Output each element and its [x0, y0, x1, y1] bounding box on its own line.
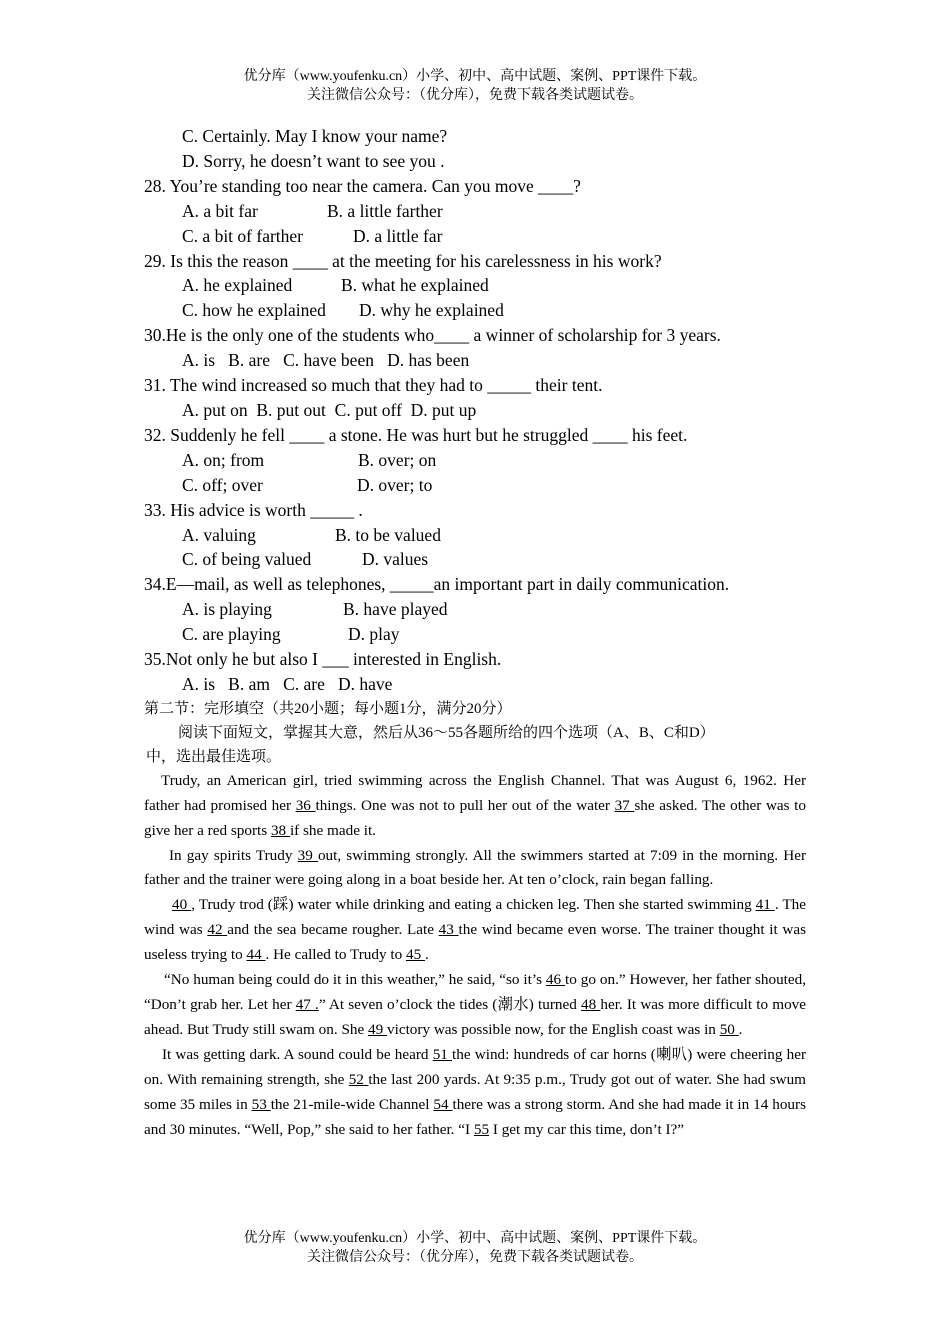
blank-43: 43	[438, 921, 459, 939]
passage-text: ” At seven o’clock the tides (潮水) turned	[318, 996, 581, 1013]
passage-text: the last 200 yards. At 9:35 p.m., Trudy got out of water. She had swum some 35 miles in	[144, 1070, 806, 1113]
q34-option-c: C. are playing	[182, 624, 281, 645]
passage-text: .	[424, 946, 429, 964]
q32-option-d: D. over; to	[357, 474, 433, 495]
page-header	[0, 67, 950, 105]
q32-option-b: B. over; on	[358, 449, 437, 470]
q29-option-d: D. why he explained	[359, 300, 504, 321]
blank-55: 55	[473, 1120, 490, 1138]
blank-52: 52	[348, 1070, 369, 1088]
blank-47: 47 .	[295, 996, 319, 1013]
blank-46: 46	[545, 971, 566, 989]
q33-options-ab	[144, 523, 806, 548]
q29-stem: 29. Is this the reason ____ at the meeting for his carelessness in his work?	[144, 250, 662, 271]
q33-option-d: D. values	[362, 549, 429, 570]
passage-text: the wind: hundreds of car horns (喇叭) were cheering her on. With remaining strength, she	[144, 1045, 807, 1088]
header-line-2: 关注微信公众号：（优分库），免费下载各类试题试卷。	[307, 88, 643, 103]
q34-options-ab	[144, 597, 806, 622]
passage-text: Trudy, an American girl, tried swimming across the English Channel. That was August 6, 1962. Her father had promised her	[144, 771, 806, 814]
blank-39: 39	[297, 846, 318, 864]
passage-text: the 21-mile-wide Channel	[270, 1095, 434, 1113]
passage-paragraph-2	[144, 844, 806, 894]
blank-53: 53	[251, 1095, 271, 1113]
blank-48: 48	[581, 996, 601, 1013]
q30-options: A. is B. are C. have been D. has been	[182, 350, 470, 371]
q32-option-a: A. on; from	[182, 449, 265, 470]
passage-text: . He called to Trudy to	[265, 946, 406, 964]
q28-option-c: C. a bit of farther	[182, 225, 303, 246]
q35-options: A. is B. am C. are D. have	[182, 673, 393, 694]
q33-option-b: B. to be valued	[335, 524, 441, 545]
passage-text: there was a strong storm. And she had made it in 14 hours and 30 minutes. “Well, Pop,” she said to her father. “I	[144, 1095, 806, 1138]
q29-option-c: C. how he explained	[182, 300, 326, 321]
blank-51: 51	[432, 1045, 453, 1063]
q34-stem: 34.E—mail, as well as telephones, _____an important part in daily communication.	[144, 574, 730, 595]
q34-option-b: B. have played	[343, 599, 448, 620]
passage-text: the wind became even worse. The trainer thought it was useless trying to	[144, 921, 806, 964]
footer-line-1: 优分库（www.youfenku.cn）小学、初中、高中试题、案例、PPT课件下载。	[243, 1231, 707, 1246]
q28-stem: 28. You’re standing too near the camera. Can you move ____?	[144, 175, 581, 196]
q29-option-b: B. what he explained	[341, 275, 489, 296]
q34-options-cd	[144, 622, 806, 647]
footer-line-2: 关注微信公众号：（优分库），免费下载各类试题试卷。	[307, 1250, 643, 1265]
blank-40: 40	[172, 896, 192, 914]
q28-options-ab	[144, 199, 806, 224]
blank-41: 41	[755, 896, 775, 914]
passage-text: she asked. The other was to give her a red sports	[144, 796, 806, 839]
passage-text: “No human being could do it in this weather,” he said, “so it’s	[164, 971, 546, 989]
passage-text: and the sea became rougher. Late	[227, 921, 439, 939]
q33-option-c: C. of being valued	[182, 549, 312, 570]
passage-paragraph-5	[144, 1043, 806, 1143]
q31-options: A. put on B. put out C. put off D. put up	[182, 399, 477, 420]
q34-option-d: D. play	[348, 624, 400, 645]
header-line-1: 优分库（www.youfenku.cn）小学、初中、高中试题、案例、PPT课件下载。	[243, 69, 707, 84]
passage-paragraph-1	[144, 769, 806, 844]
q34-option-a: A. is playing	[182, 599, 272, 620]
q33-options-cd	[144, 547, 806, 572]
passage-text: . The wind was	[144, 896, 807, 939]
blank-38: 38	[270, 821, 290, 839]
passage-text: In gay spirits Trudy	[169, 846, 298, 864]
q28-option-d: D. a little far	[353, 225, 443, 246]
q35-stem: 35.Not only he but also I ___ interested in English.	[144, 649, 502, 670]
page-footer	[0, 1229, 950, 1267]
blank-54: 54	[433, 1095, 453, 1113]
passage-text: to go on.” However, her father shouted, “Don’t grab her. Let her	[144, 971, 807, 1013]
blank-36: 36	[295, 796, 316, 814]
q33-stem: 33. His advice is worth _____ .	[144, 499, 363, 520]
q27-option-c: C. Certainly. May I know your name?	[182, 126, 448, 146]
q28-option-a: A. a bit far	[182, 200, 258, 221]
q28-options-cd	[144, 224, 806, 249]
q33-option-a: A. valuing	[182, 524, 256, 545]
passage-text: if she made it.	[289, 821, 376, 839]
q32-stem: 32. Suddenly he fell ____ a stone. He was hurt but he struggled ____ his feet.	[144, 424, 688, 445]
passage-paragraph-3	[144, 893, 806, 968]
q29-options-ab	[144, 273, 806, 298]
q29-options-cd	[144, 298, 806, 323]
passage-text: her. It was more difficult to move ahead. But Trudy still swam on. She	[144, 996, 806, 1038]
passage-text: things. One was not to pull her out of the water	[315, 796, 615, 814]
blank-37: 37	[614, 796, 635, 814]
passage-text: I get my car this time, don’t I?”	[489, 1120, 685, 1138]
passage-paragraph-4	[144, 968, 806, 1043]
exam-content	[144, 124, 806, 1142]
blank-49: 49	[368, 1020, 388, 1038]
q32-options-cd	[144, 473, 806, 498]
blank-50: 50	[719, 1020, 739, 1038]
q32-options-ab	[144, 448, 806, 473]
passage-text: out, swimming strongly. All the swimmers started at 7:09 in the morning. Her father and the trainer were going along in a boat beside her. At ten o’clock, rain began falling.	[144, 846, 807, 889]
q30-stem: 30.He is the only one of the students who____ a winner of scholarship for 3 years.	[144, 325, 721, 346]
blank-45: 45	[405, 946, 425, 964]
passage-text: It was getting dark. A sound could be heard	[162, 1045, 433, 1063]
passage-text: .	[738, 1020, 743, 1038]
q28-option-b: B. a little farther	[327, 200, 443, 221]
q31-stem: 31. The wind increased so much that they had to _____ their tent.	[144, 375, 603, 396]
q27-option-d: D. Sorry, he doesn’t want to see you .	[182, 150, 445, 171]
blank-42: 42	[207, 921, 228, 939]
section-2-instructions-line-2: 中，选出最佳选项。	[146, 748, 282, 765]
passage-text: victory was possible now, for the English coast was in	[387, 1020, 720, 1038]
section-2-title: 第二节：完形填空（共20小题；每小题1分，满分20分）	[144, 700, 512, 717]
passage-text: , Trudy trod (踩) water while drinking and eating a chicken leg. Then she started swimming	[191, 896, 756, 914]
q29-option-a: A. he explained	[182, 275, 293, 296]
q32-option-c: C. off; over	[182, 474, 263, 495]
section-2-instructions-line-1: 阅读下面短文，掌握其大意，然后从36～55各题所给的四个选项（A、B、C和D）	[178, 724, 715, 741]
blank-44: 44	[246, 946, 266, 964]
